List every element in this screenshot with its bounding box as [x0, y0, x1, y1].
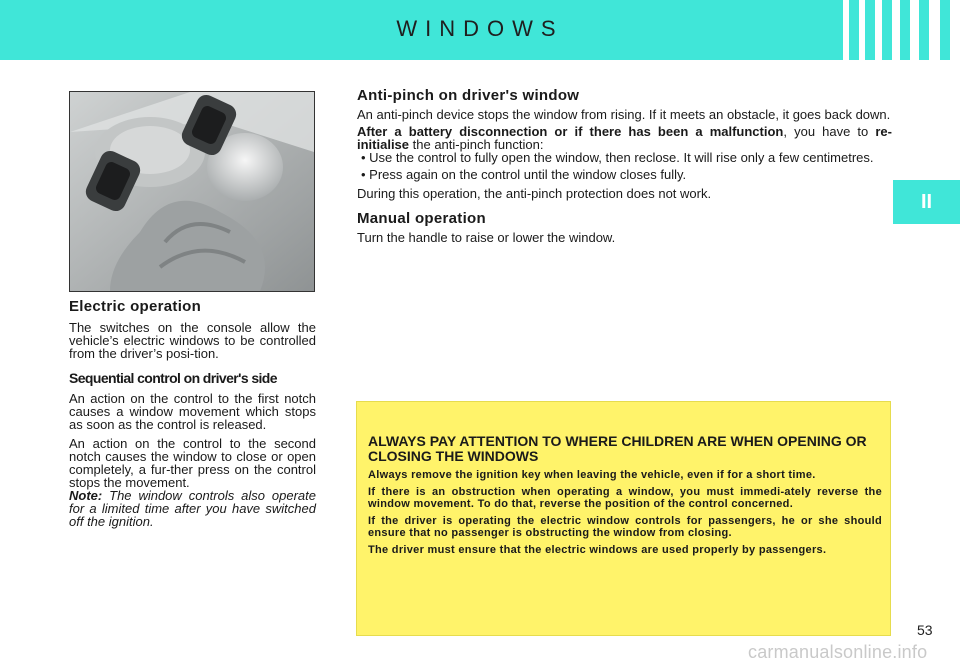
bullet-item: • Use the control to fully open the window, then reclose. It will rise only a few centimetres. — [361, 150, 874, 165]
header-stripe — [929, 0, 940, 60]
battery-paragraph — [357, 125, 892, 151]
header-stripe — [859, 0, 865, 60]
console-photo — [69, 91, 315, 292]
reinitialise-bold: re-initialise — [357, 124, 892, 152]
warning-text: If the driver is operating the electric window controls for passengers, he or she should ensure that no passenger is obstructing the window from closing. — [368, 515, 882, 539]
electric-operation-text: The switches on the console allow the vehicle’s electric windows to be controlled from the driver’s posi-tion. — [69, 320, 316, 361]
battery-mid: , you have to — [783, 124, 876, 139]
header-stripe — [875, 0, 882, 60]
electric-operation-heading: Electric operation — [69, 298, 202, 315]
battery-end: the anti-pinch function: — [409, 137, 544, 152]
battery-bold: After a battery disconnection or if there has been a malfunction — [357, 124, 784, 139]
sequential-control-heading: Sequential control on driver's side — [69, 370, 277, 386]
sequential-text-2: An action on the control to the second notch causes the window to close or open completely, a fur-ther press on the control stops the movement. — [69, 436, 316, 490]
sequential-text-1: An action on the control to the first notch causes a window movement which stops as soon as the control is released. — [69, 391, 316, 432]
warning-text: Always remove the ignition key when leaving the vehicle, even if for a short time. — [368, 469, 816, 481]
watermark: carmanualsonline.info — [748, 642, 928, 662]
note-label: Note: — [69, 488, 103, 503]
right-column — [357, 87, 892, 244]
header-stripe — [950, 0, 960, 60]
header-stripe — [843, 0, 849, 60]
anti-pinch-text: An anti-pinch device stops the window from rising. If it meets an obstacle, it goes back down. — [357, 107, 891, 122]
page-title: WINDOWS — [396, 16, 564, 41]
console-illustration — [70, 92, 314, 291]
chapter-tab: II — [893, 180, 960, 224]
bullet-item: • Press again on the control until the window closes fully. — [361, 167, 687, 182]
warning-box — [356, 401, 891, 636]
note-text: The window controls also operate for a limited time after you have switched off the ignition. — [69, 488, 316, 529]
warning-text: The driver must ensure that the electric windows are used properly by passengers. — [368, 544, 827, 556]
during-operation-text: During this operation, the anti-pinch protection does not work. — [357, 186, 712, 201]
warning-title: ALWAYS PAY ATTENTION TO WHERE CHILDREN ARE WHEN OPENING OR CLOSING THE WINDOWS — [368, 433, 867, 464]
note-paragraph — [69, 489, 316, 528]
page-header — [0, 0, 960, 60]
manual-operation-text: Turn the handle to raise or lower the window. — [357, 230, 616, 245]
warning-text: If there is an obstruction when operating a window, you must immedi-ately reverse the window movement. To do that, reverse the position of the control concerned. — [368, 486, 882, 510]
page-number: 53 — [917, 622, 933, 638]
header-stripe — [892, 0, 900, 60]
anti-pinch-heading: Anti-pinch on driver's window — [357, 87, 580, 104]
manual-operation-heading: Manual operation — [357, 210, 486, 227]
header-stripe — [910, 0, 919, 60]
left-column — [69, 298, 316, 528]
